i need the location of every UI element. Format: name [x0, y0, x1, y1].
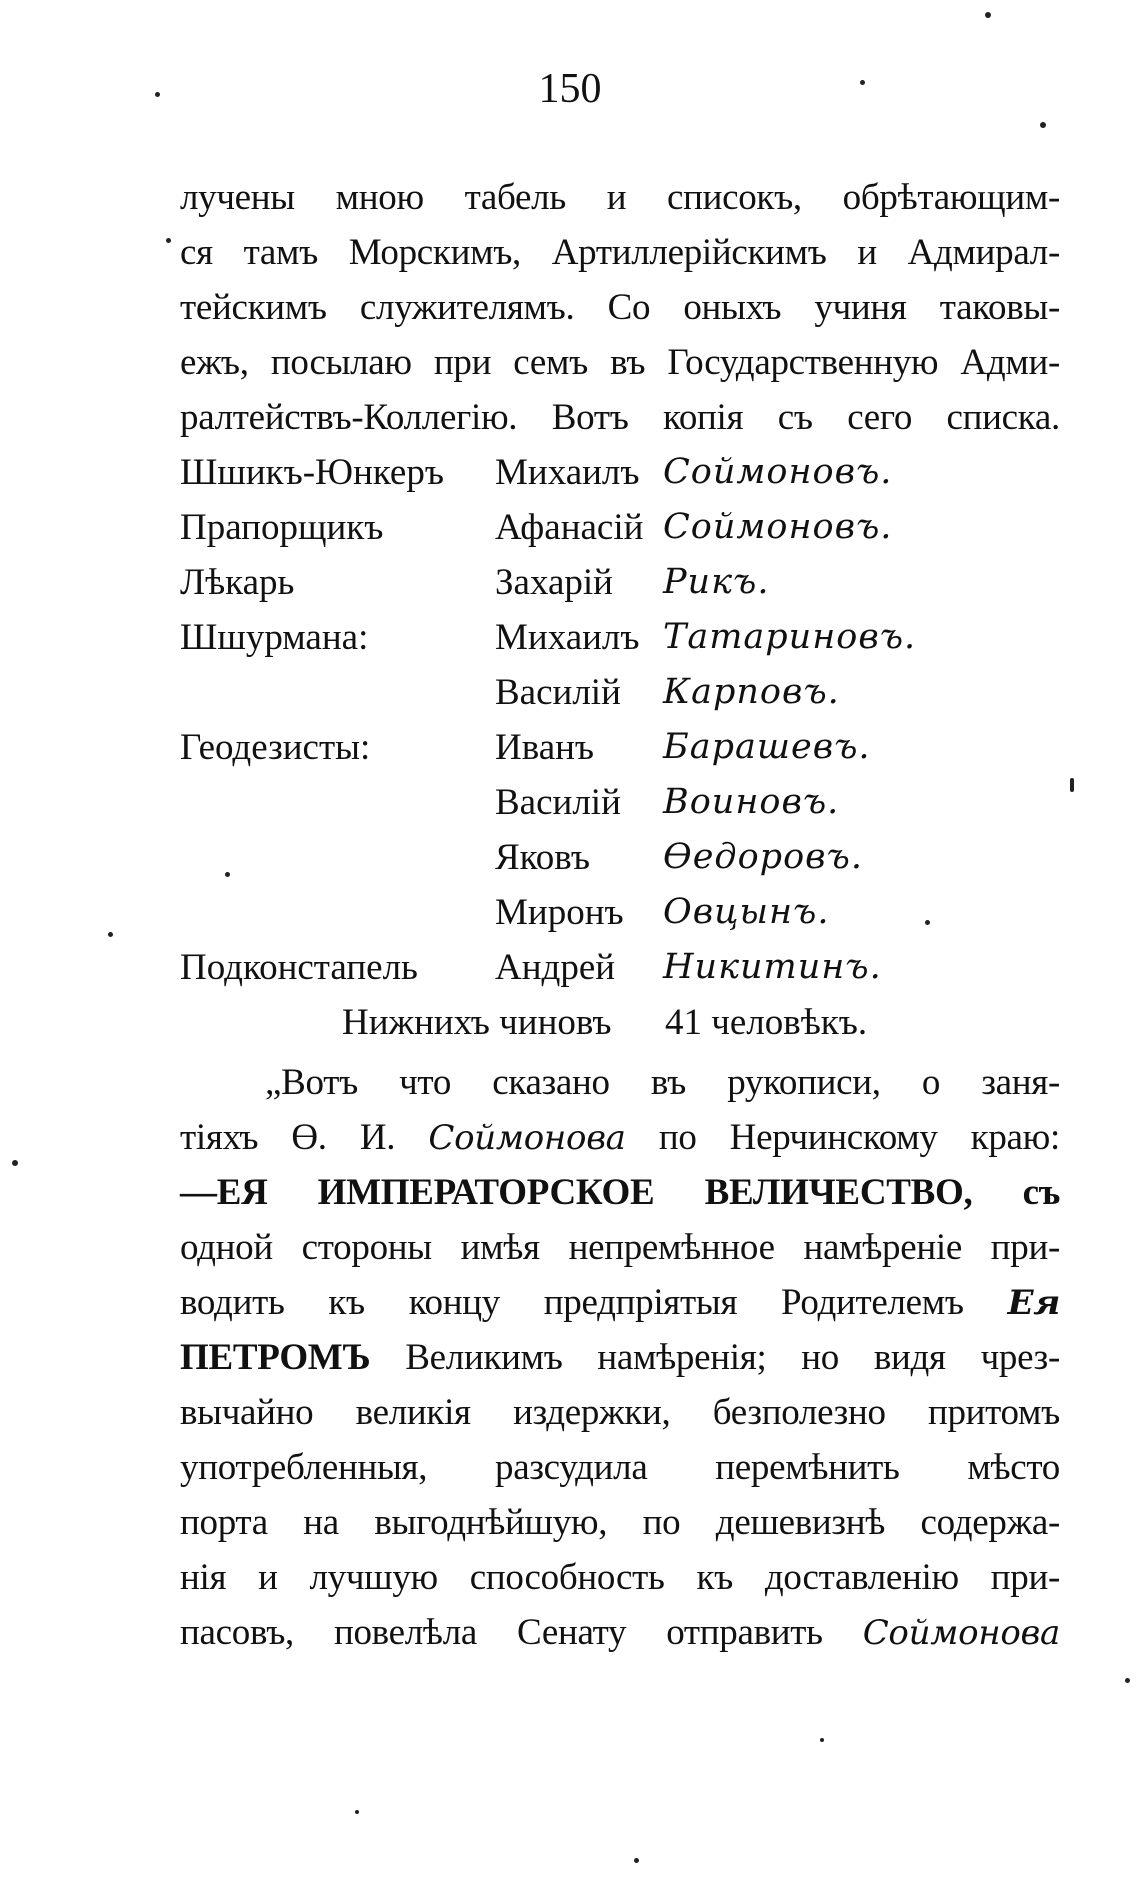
roster-first-name: Миронъ	[495, 892, 624, 933]
text-line: —ЕЯ ИМПЕРАТОРСКОЕ ВЕЛИЧЕСТВО, съ	[180, 1172, 1060, 1213]
italic-name: Соймонова	[862, 1613, 1060, 1653]
text-fragment: водить къ концу предпрiятыя Родителемъ	[180, 1282, 1008, 1323]
text-fragment: Великимъ намѣренiя; но видя чрез-	[370, 1337, 1060, 1378]
scan-speck	[108, 932, 113, 937]
roster-first-name: Михаилъ	[495, 452, 640, 493]
scan-speck	[225, 872, 230, 877]
roster-row	[180, 500, 1060, 555]
roster-rank: Геодезисты:	[180, 727, 371, 768]
roster-first-name: Василiй	[495, 672, 621, 713]
italic-pronoun: Ея	[1007, 1283, 1060, 1323]
paragraph-intro	[180, 170, 1060, 445]
roster-rank: Шшикъ-Юнкеръ	[180, 452, 444, 493]
roster-first-name: Михаилъ	[495, 617, 640, 658]
roster-surname: Карповъ.	[663, 672, 840, 712]
scan-speck	[925, 920, 930, 925]
text-line: порта на выгоднѣйшую, по дешевизнѣ содержа-	[180, 1502, 1060, 1543]
roster-total-row	[180, 995, 1060, 1050]
roster-surname: Өедоровъ.	[663, 837, 863, 877]
roster-row	[180, 555, 1060, 610]
roster-first-name: Афанасiй	[495, 507, 644, 548]
text-line: одной стороны имѣя непремѣнное намѣренiе при-	[180, 1227, 1060, 1268]
text-line: „Вотъ что сказано въ рукописи, о заня-	[265, 1062, 1060, 1103]
roster-list	[180, 445, 1060, 1050]
scan-speck	[1070, 778, 1074, 792]
roster-total-label: Нижнихъ чиновъ	[342, 1002, 612, 1043]
scan-speck	[355, 1810, 359, 1814]
roster-first-name: Иванъ	[495, 727, 595, 768]
bold-name: ПЕТРОМЪ	[180, 1337, 371, 1378]
roster-row	[180, 665, 1060, 720]
text-line: ежъ, посылаю при семъ въ Государственную Адми-	[180, 342, 1060, 383]
roster-surname: Соймоновъ.	[663, 507, 893, 547]
text-line: нiя и лучшую способность къ доставленiю при-	[180, 1557, 1060, 1598]
roster-row	[180, 775, 1060, 830]
text-fragment: по Нерчинскому краю:	[625, 1117, 1060, 1158]
scan-speck	[820, 1738, 824, 1742]
text-line: употребленныя, разсудила перемѣнить мѣсто	[180, 1447, 1060, 1488]
roster-row	[180, 720, 1060, 775]
text-line	[180, 1275, 1060, 1330]
roster-row	[180, 610, 1060, 665]
roster-rank: Подконстапель	[180, 947, 418, 988]
text-line: тейскимъ служителямъ. Со оныхъ учиня таковы-	[180, 287, 1060, 328]
page-number: 150	[538, 66, 602, 112]
text-fragment: пасовъ, повелѣла Сенату отправить	[180, 1612, 863, 1653]
roster-rank: Лѣкарь	[180, 562, 295, 603]
roster-first-name: Андрей	[495, 947, 616, 988]
roster-first-name: Василiй	[495, 782, 621, 823]
roster-rank: Прапорщикъ	[180, 507, 384, 548]
scan-speck	[860, 80, 865, 85]
roster-row	[180, 885, 1060, 940]
text-line: ся тамъ Морскимъ, Артиллерiйскимъ и Адмирал-	[180, 232, 1060, 273]
roster-surname: Овцынъ.	[663, 892, 830, 932]
text-line	[180, 1110, 1060, 1165]
roster-surname: Рикъ.	[663, 562, 770, 602]
roster-first-name: Яковъ	[495, 837, 590, 878]
roster-surname: Соймоновъ.	[663, 452, 893, 492]
roster-surname: Татариновъ.	[663, 617, 917, 657]
roster-row	[180, 445, 1060, 500]
scan-speck	[985, 12, 991, 18]
roster-surname: Воиновъ.	[663, 782, 840, 822]
scan-speck	[12, 1160, 18, 1166]
roster-row	[180, 830, 1060, 885]
text-line	[180, 1605, 1060, 1660]
text-fragment: тiяхъ Ө. И.	[180, 1117, 429, 1158]
text-line	[180, 1330, 1060, 1385]
text-line: ралтействъ-Коллегiю. Вотъ копiя съ сего списка.	[180, 397, 1060, 438]
scan-speck	[155, 92, 160, 97]
roster-first-name: Захарiй	[495, 562, 613, 603]
scan-speck	[634, 1858, 639, 1863]
roster-surname: Никитинъ.	[663, 947, 882, 987]
roster-total-count: 41 человѣкъ.	[665, 1002, 868, 1043]
scan-speck	[1125, 1678, 1130, 1683]
roster-row	[180, 940, 1060, 995]
italic-name: Соймонова	[428, 1118, 626, 1158]
roster-surname: Барашевъ.	[663, 727, 871, 767]
text-line: лучены мною табель и списокъ, обрѣтающим-	[180, 177, 1060, 218]
paragraph-manuscript	[180, 1055, 1060, 1660]
scan-speck	[1040, 122, 1046, 128]
roster-rank: Шшурмана:	[180, 617, 369, 658]
text-line: вычайно великiя издержки, безполезно притомъ	[180, 1392, 1060, 1433]
scan-speck	[166, 238, 171, 243]
